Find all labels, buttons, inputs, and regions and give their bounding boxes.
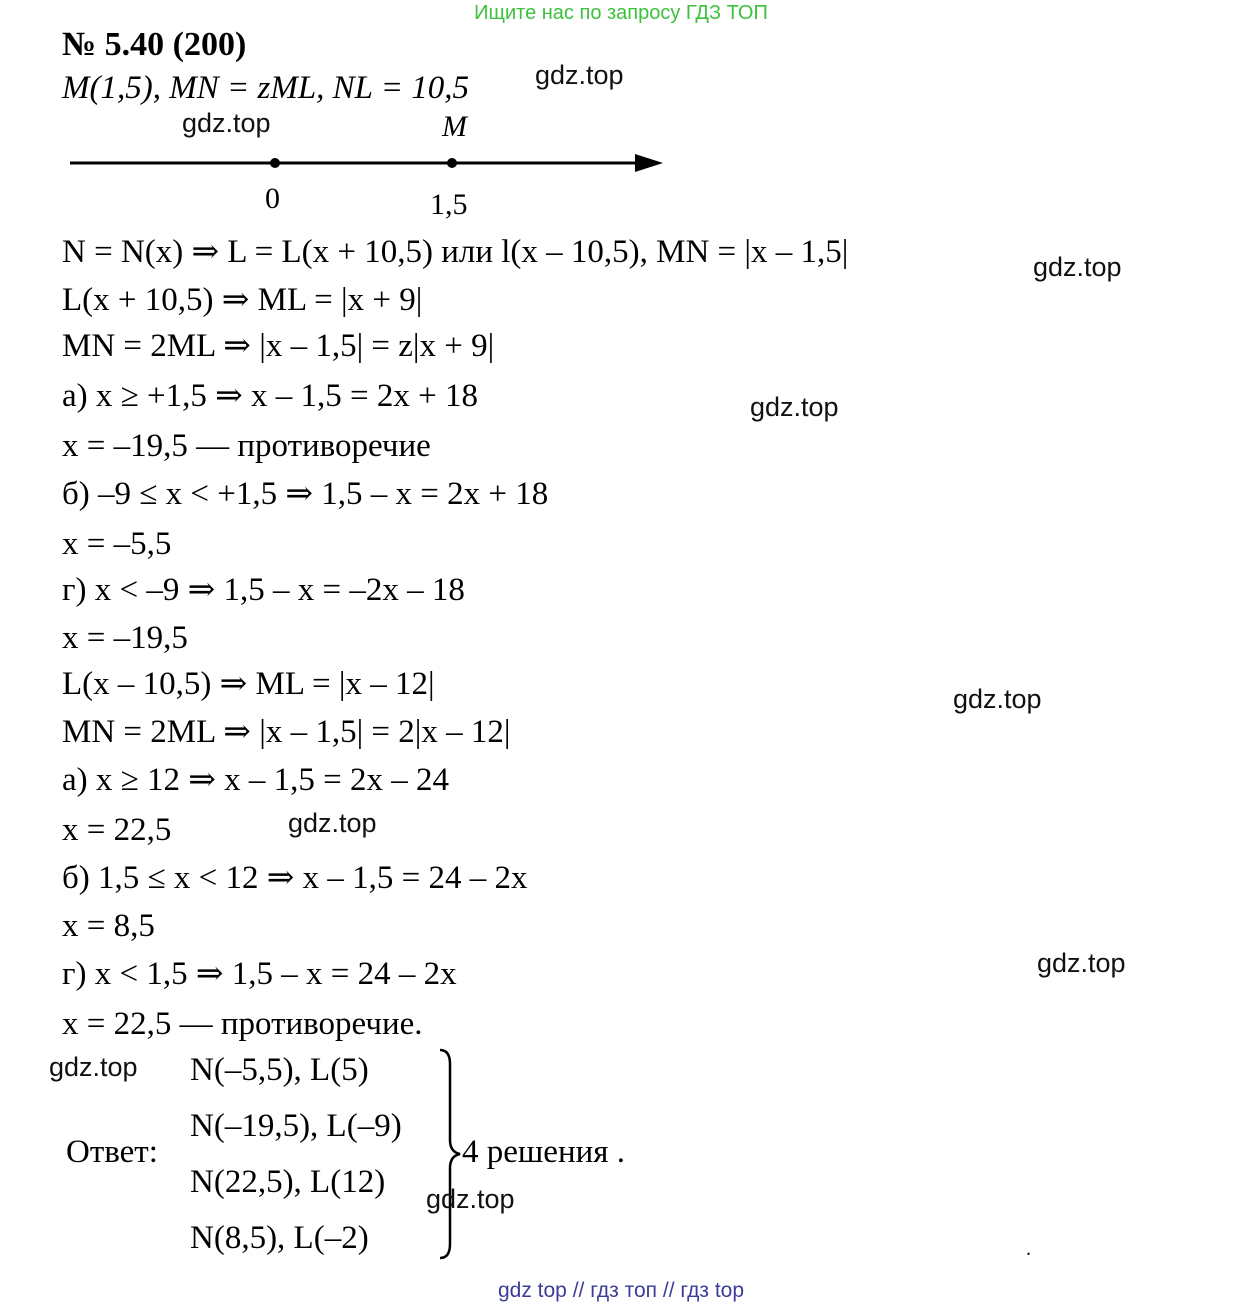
solution-line: N = N(x) ⇒ L = L(x + 10,5) или l(x – 10,5), MN = |x – 1,5| xyxy=(62,234,849,270)
watermark: gdz.top xyxy=(953,684,1042,714)
solution-line: L(x + 10,5) ⇒ ML = |x + 9| xyxy=(62,282,423,318)
tick-m-label: 1,5 xyxy=(430,188,468,221)
solution-line: MN = 2ML ⇒ |x – 1,5| = 2|x – 12| xyxy=(62,714,511,750)
solution-line: x = –19,5 xyxy=(62,620,188,656)
top-banner[interactable]: Ищите нас по запросу ГДЗ ТОП xyxy=(474,2,768,24)
answer-item: N(–19,5), L(–9) xyxy=(190,1108,402,1144)
watermark: gdz.top xyxy=(750,392,839,422)
footer-links[interactable]: gdz top // гдз топ // гдз top xyxy=(497,1279,745,1302)
number-line xyxy=(60,140,680,190)
axis-arrow xyxy=(635,154,663,172)
solution-line: L(x – 10,5) ⇒ ML = |x – 12| xyxy=(62,666,435,702)
answer-summary: 4 решения . xyxy=(462,1134,625,1170)
watermark: gdz.top xyxy=(1037,948,1126,978)
given-line: M(1,5), MN = zML, NL = 10,5 xyxy=(62,70,469,106)
solution-line: MN = 2ML ⇒ |x – 1,5| = z|x + 9| xyxy=(62,328,495,364)
solution-line: а) x ≥ 12 ⇒ x – 1,5 = 2x – 24 xyxy=(62,762,450,798)
watermark: gdz.top xyxy=(288,808,377,838)
solution-line: б) 1,5 ≤ x < 12 ⇒ x – 1,5 = 24 – 2x xyxy=(62,860,528,896)
problem-title: № 5.40 (200) xyxy=(62,26,247,63)
answer-label: Ответ: xyxy=(66,1134,158,1170)
solution-line: а) x ≥ +1,5 ⇒ x – 1,5 = 2x + 18 xyxy=(62,378,478,414)
watermark: gdz.top xyxy=(182,108,271,138)
solution-line: x = 22,5 xyxy=(62,812,172,848)
point-m-label: M xyxy=(442,110,467,143)
answer-item: N(22,5), L(12) xyxy=(190,1164,386,1200)
tick-zero-label: 0 xyxy=(265,182,280,215)
solution-line: б) –9 ≤ x < +1,5 ⇒ 1,5 – x = 2x + 18 xyxy=(62,476,549,512)
point-m xyxy=(447,158,457,168)
solution-line: x = 8,5 xyxy=(62,908,155,944)
watermark: gdz.top xyxy=(1033,252,1122,282)
watermark: gdz.top xyxy=(426,1184,515,1214)
watermark: gdz.top xyxy=(49,1052,138,1082)
answer-item: N(8,5), L(–2) xyxy=(190,1220,369,1256)
watermark: gdz.top xyxy=(535,60,624,90)
answer-item: N(–5,5), L(5) xyxy=(190,1052,369,1088)
solution-line: x = –5,5 xyxy=(62,526,172,562)
solution-line: г) x < 1,5 ⇒ 1,5 – x = 24 – 2x xyxy=(62,956,457,992)
solution-line: x = 22,5 — противоречие. xyxy=(62,1006,423,1042)
origin-point xyxy=(270,158,280,168)
solution-line: г) x < –9 ⇒ 1,5 – x = –2x – 18 xyxy=(62,572,465,608)
solution-line: x = –19,5 — противоречие xyxy=(62,428,431,464)
stray-dot: . xyxy=(1026,1238,1031,1260)
